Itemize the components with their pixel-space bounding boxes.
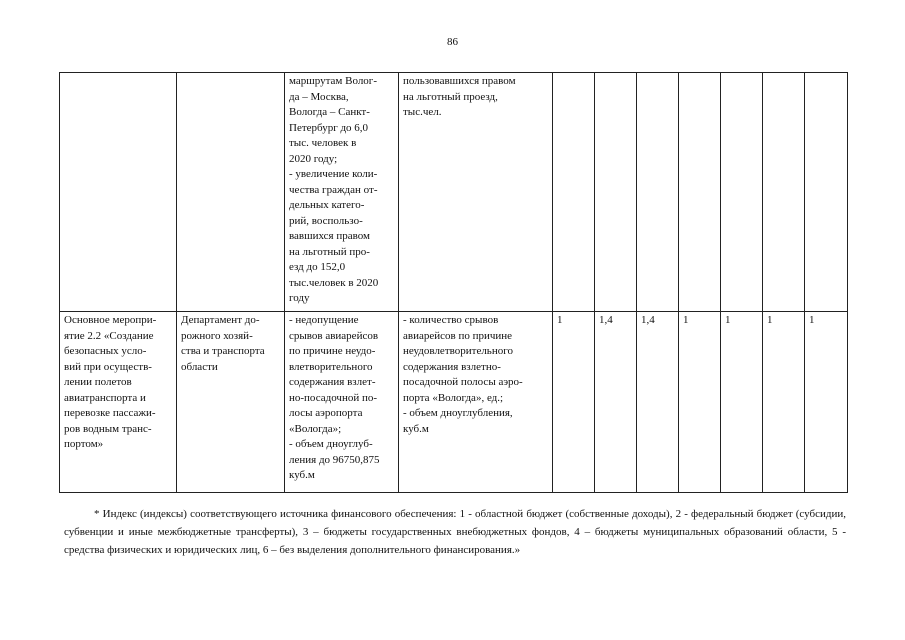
- responsible-cell: [177, 73, 285, 312]
- expected-result-cell: - недопущение срывов авиарейсов по причине неудо- влетворительного содержания взлет- но-посадочной по- лосы аэропорта «Вологда»; - объем дноуглуб- ления до 96750,875 куб.м: [285, 312, 399, 493]
- year-cell: [721, 73, 763, 312]
- indicator-cell: - количество срывов авиарейсов по причине неудовлетворительного содержания взлетно- посадочной полосы аэро- порта «Вологда», ед.; - объем дноуглубления, куб.м: [399, 312, 553, 493]
- responsible-cell: Департамент до- рожного хозяй- ства и транспорта области: [177, 312, 285, 493]
- indicator-cell: пользовавшихся правом на льготный проезд, тыс.чел.: [399, 73, 553, 312]
- table-row: [60, 73, 848, 312]
- table-row: [60, 312, 848, 493]
- year-cell: [763, 73, 805, 312]
- year-cell: 1: [763, 312, 805, 493]
- year-cell: [553, 73, 595, 312]
- year-cell: 1: [805, 312, 848, 493]
- footnote: * Индекс (индексы) соответствующего источника финансового обеспечения: 1 - областной бюджет (собственные доходы), 2 - федеральный бюджет (субсидии, субвенции и иные межбюджетные трансферты), 3 – бюджеты государственных внебюджетных фондов, 4 – бюджеты муниципальных образований области, 5 - средства физических и юридических лиц, 6 – без выделения дополнительного финансирования.»: [64, 508, 846, 556]
- year-cell: 1: [679, 312, 721, 493]
- page-number: 86: [447, 36, 458, 48]
- program-table: [59, 72, 848, 493]
- year-cell: [637, 73, 679, 312]
- year-cell: 1,4: [595, 312, 637, 493]
- event-name-cell: Основное меропри- ятие 2.2 «Создание безопасных усло- вий при осуществ- лении полетов авиатранспорта и перевозке пассажи- ров водным транс- портом»: [60, 312, 177, 493]
- expected-result-cell: маршрутам Волог- да – Москва, Вологда – Санкт- Петербург до 6,0 тыс. человек в 2020 году; - увеличение коли- чества граждан от- дельных катего- рий, воспользо- вавшихся правом на льготный про- езд до 152,0 тыс.человек в 2020 году: [285, 73, 399, 312]
- year-cell: 1: [721, 312, 763, 493]
- year-cell: 1,4: [637, 312, 679, 493]
- year-cell: [679, 73, 721, 312]
- year-cell: [595, 73, 637, 312]
- year-cell: 1: [553, 312, 595, 493]
- event-name-cell: [60, 73, 177, 312]
- year-cell: [805, 73, 848, 312]
